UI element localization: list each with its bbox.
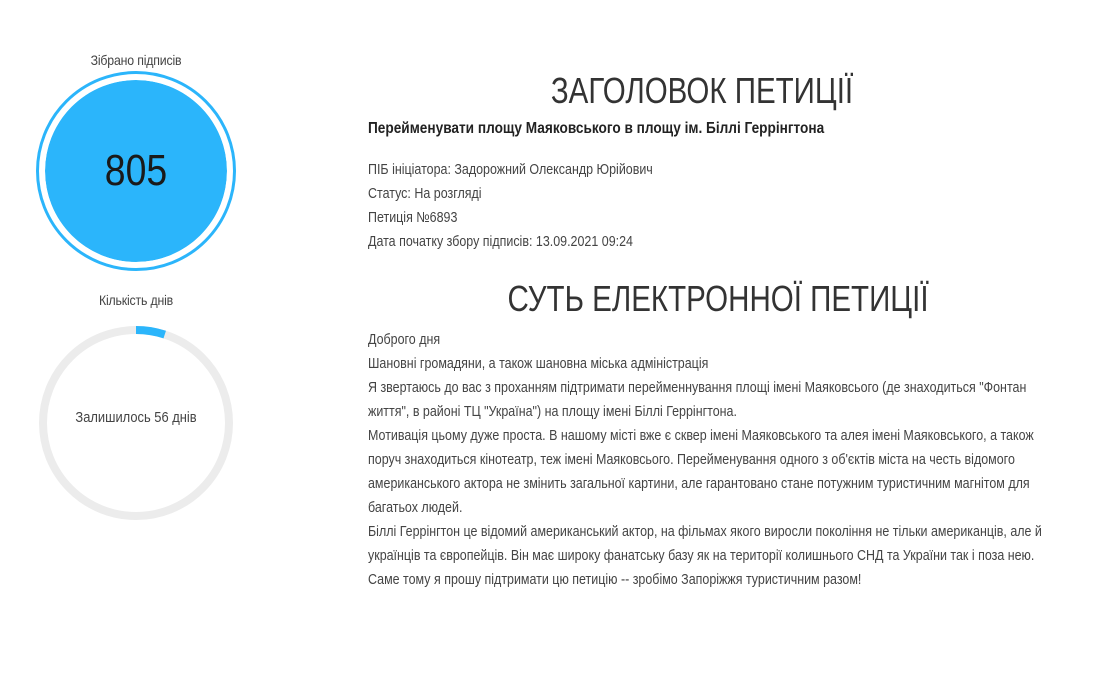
signatures-label: Зібрано підписів bbox=[90, 52, 182, 68]
petition-title-heading: ЗАГОЛОВОК ПЕТИЦІЇ bbox=[550, 70, 854, 111]
petition-body-paragraph: Мотивація цьому дуже проста. В нашому місті вже є сквер імені Маяковського та алея імені Маяковського, а також поруч знаходиться кінотеатр, теж імені Маяковсього. Перейменування одного з об'єктів міста на честь відомого американського актора не змінить загальної картини, але гарантовано стане потужним туристичним магнітом для багатьох людей. bbox=[368, 428, 1034, 516]
petition-status: Статус: На розгляді bbox=[368, 186, 482, 202]
petition-body bbox=[368, 328, 1047, 592]
petition-body-paragraph: Саме тому я прошу підтримати цю петицію -- зробімо Запоріжжя туристичним разом! bbox=[368, 572, 862, 588]
petition-start-date: Дата початку збору підписів: 13.09.2021 09:24 bbox=[368, 234, 633, 250]
petition-initiator: ПІБ ініціатора: Задорожний Олександр Юрійович bbox=[368, 162, 653, 178]
petition-body-paragraph: Шановні громадяни, а також шановна міська адміністрація bbox=[368, 356, 709, 372]
days-label: Кількість днів bbox=[98, 292, 174, 308]
petition-number: Петиція №6893 bbox=[368, 210, 458, 226]
petition-essence-heading: СУТЬ ЕЛЕКТРОННОЇ ПЕТИЦІЇ bbox=[507, 278, 929, 319]
petition-content bbox=[368, 70, 1068, 592]
stats-column bbox=[28, 0, 248, 690]
signatures-count: 805 bbox=[104, 146, 168, 195]
petition-meta bbox=[368, 158, 1068, 254]
petition-body-paragraph: Я звертаюсь до вас з проханням підтримати перейменнування площі імені Маяковсього (де знаходиться "Фонтан життя", в районі ТЦ "Україна") на площу імені Біллі Геррінгтона. bbox=[368, 380, 1027, 420]
petition-body-paragraph: Доброго дня bbox=[368, 332, 441, 348]
petition-body-paragraph: Біллі Геррінгтон це відомий американський актор, на фільмах якого виросли покоління не тільки американців, але й українців та європейців. Він має широку фанатську базу як на території колишнього СНД та України так і поза нею. bbox=[368, 524, 1042, 564]
petition-name: Перейменувати площу Маяковського в площу ім. Біллі Геррінгтона bbox=[368, 120, 825, 137]
days-remaining-text: Залишилось 56 днів bbox=[75, 409, 197, 426]
